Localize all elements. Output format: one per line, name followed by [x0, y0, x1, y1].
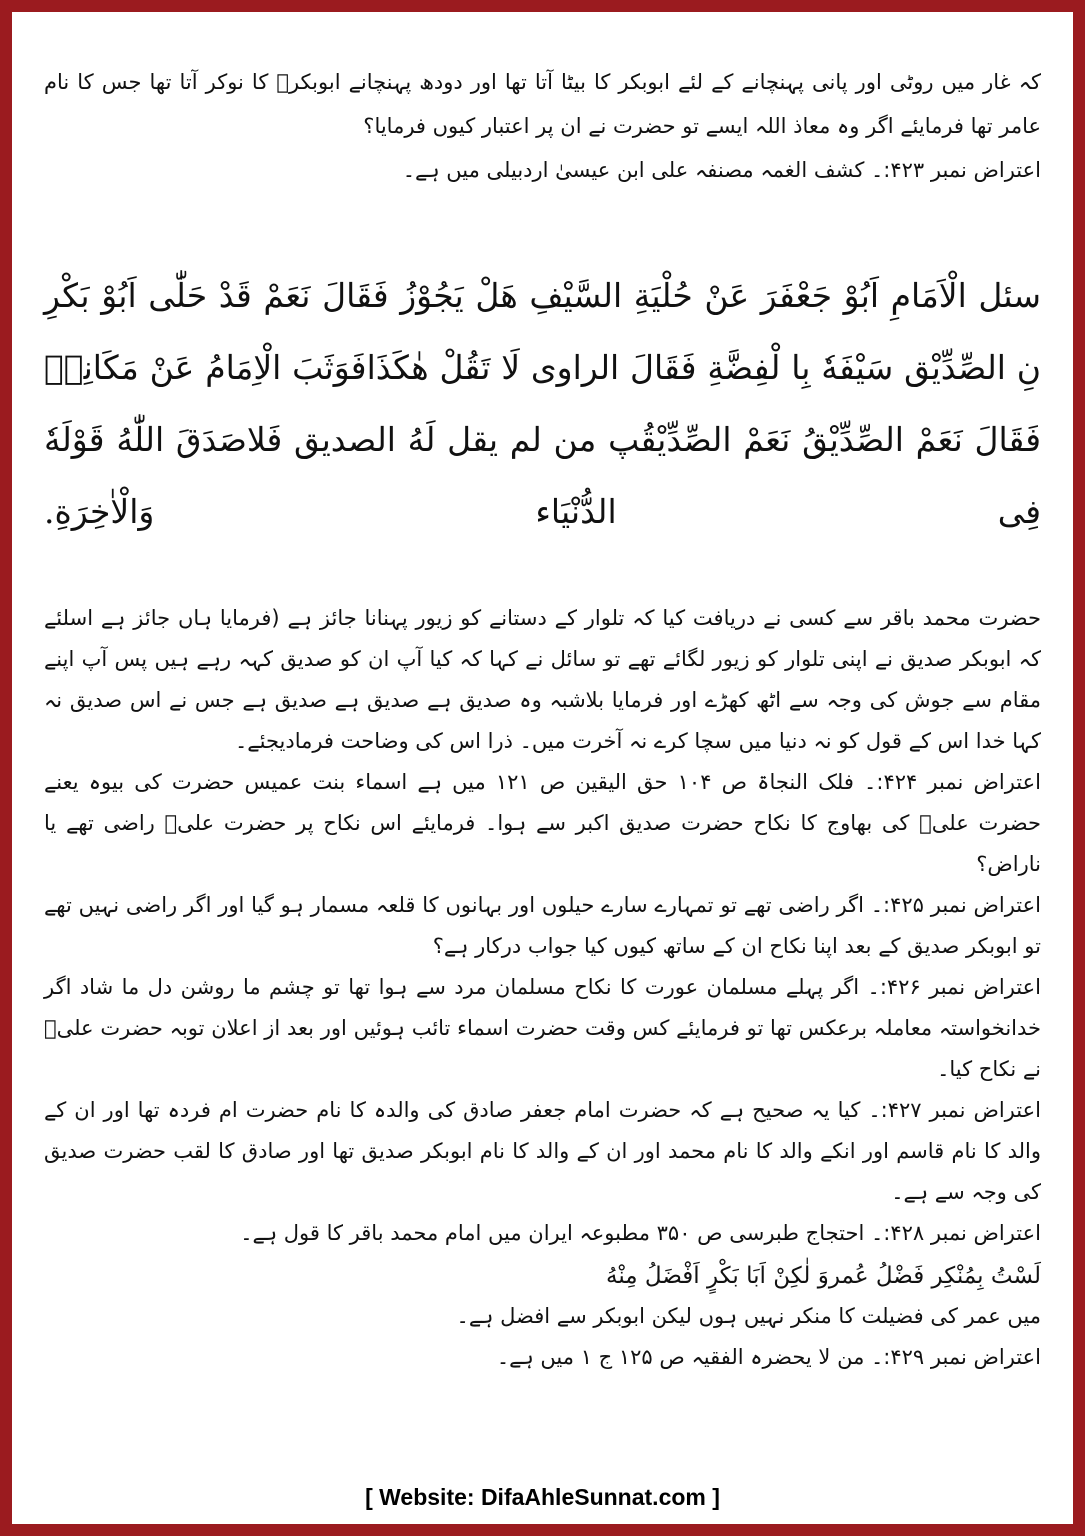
objection-425: اعتراض نمبر ۴۲۵:۔ اگر راضی تھے تو تمہارے سارے حیلوں اور بہانوں کا قلعہ مسمار ہو گیا اور اگر راضی نہیں تھے تو ابوبکر صدیق کے بعد اپنا نکاح ان کے ساتھ کیوں کیا جواب درکار ہے؟ [44, 893, 1041, 958]
paragraph-translation: حضرت محمد باقر سے کسی نے دریافت کیا کہ تلوار کے دستانے کو زیور پہنانا جائز ہے (فرمایا ہاں جائز ہے اسلئے کہ ابوبکر صدیق نے اپنی تلوار کو زیور لگائے تھے تو سائل نے کہا کہ کیا آپ ان کو صدیق کہہ رہے ہیں پس آپ اپنے مقام سے جوش کی وجہ سے اٹھ کھڑے اور فرمایا بلاشبہ وہ صدیق ہے صدیق ہے صدیق ہے جس نے اس صدیق نہ کہا خدا اس کے قول کو نہ دنیا میں سچا کرے نہ آخرت میں۔ ذرا اس کی وضاحت فرمادیجئے۔ [44, 606, 1041, 753]
objection-428: اعتراض نمبر ۴۲۸:۔ احتجاج طبرسی ص ۳۵۰ مطبوعہ ایران میں امام محمد باقر کا قول ہے۔ [240, 1221, 1041, 1245]
arabic-short-quote: لَسْتُ بِمُنْكِر فَضْلُ عُمروَ لٰكِنْ اَبَا بَكْرٍ اَفْضَلُ مِنْهُ [606, 1263, 1041, 1289]
paragraph-cave-service: کہ غار میں روٹی اور پانی پہنچانے کے لئے ابوبکر کا بیٹا آتا تھا اور دودھ پہنچانے ابوبکرؓ کا نوکر آتا تھا جس کا نام عامر تھا فرمایئے اگر وہ معاذ اللہ ایسے تو حضرت نے ان پر اعتبار کیوں فرمایا؟ [44, 70, 1041, 138]
objection-424: اعتراض نمبر ۴۲۴:۔ فلک النجاۃ ص ۱۰۴ حق الیقین ص ۱۲۱ میں ہے اسماء بنت عمیس حضرت کی بیوہ یعنے حضرت علیؓ کی بھاوج کا نکاح حضرت صدیق اکبر سے ہوا۔ فرمایئے اس نکاح پر حضرت علیؓ راضی تھے یا ناراض؟ [44, 770, 1041, 876]
website-footer: [ Website: DifaAhleSunnat.com ] [365, 1484, 720, 1510]
objection-429: اعتراض نمبر ۴۲۹:۔ من لا یحضرہ الفقیہ ص ۱۲۵ ج ۱ میں ہے۔ [496, 1345, 1041, 1369]
document-body [44, 60, 1041, 1378]
arabic-quote: سئل الْاَمَامِ اَبُوْ جَعْفَرَ عَنْ حُلْيَةِ السَّيْفِ هَلْ يَجُوْزُ فَقَالَ نَعَمْ قَدْ حَلّٰى اَبُوْ بَكْرِ نِ الصِّدِّيْق سَيْفَهٗ بِا لْفِضَّةِ فَقَالَ الراوى لَا تَقُلْ هٰكَذَافَوَثَبَ الْاِمَامُ عَنْ مَكَانِهٖ فَقَالَ نَعَمْ الصِّدِّيْقُ نَعَمْ الصِّدِّيْقُپ من لم يقل لَهُ الصديق فَلاصَدَقَ اللّٰهُ قَوْلَهٗ فِى الدُّنْيَاء وَالْاٰخِرَةِ. [44, 276, 1041, 531]
paragraph-umar-virtue: میں عمر کی فضیلت کا منکر نہیں ہوں لیکن ابوبکر سے افضل ہے۔ [456, 1304, 1041, 1328]
objection-423: اعتراض نمبر ۴۲۳:۔ کشف الغمہ مصنفہ علی ابن عیسیٰ اردبیلی میں ہے۔ [402, 158, 1041, 182]
objection-426: اعتراض نمبر ۴۲۶:۔ اگر پہلے مسلمان عورت کا نکاح مسلمان مرد سے ہوا تھا تو چشم ما روشن دل ما شاد اگر خدانخواستہ معاملہ برعکس تھا تو فرمایئے کس وقت حضرت اسماء تائب ہوئیں اور بعد از اعلان توبہ حضرت علیؓ نے نکاح کیا۔ [44, 975, 1041, 1081]
objection-427: اعتراض نمبر ۴۲۷:۔ کیا یہ صحیح ہے کہ حضرت امام جعفر صادق کی والدہ کا نام حضرت ام فردہ تھا اور ان کے والد کا نام قاسم اور انکے والد کا نام محمد اور ان کے والد کا نام ابوبکر صدیق تھا اور صادق کا لقب حضرت صدیق کی وجہ سے ہے۔ [44, 1098, 1041, 1204]
